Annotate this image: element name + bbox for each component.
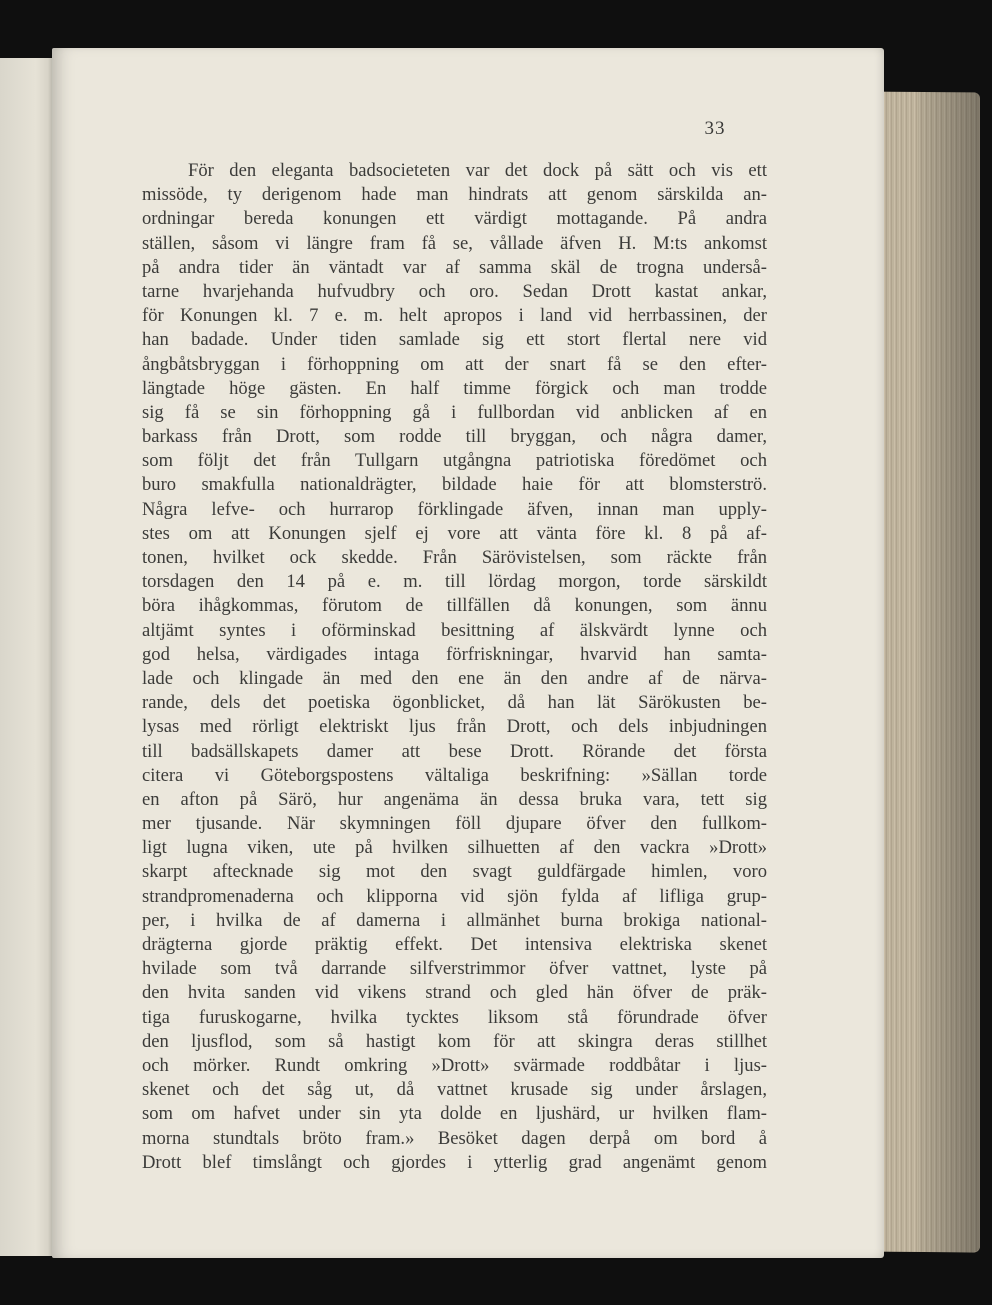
text-line: altjämt syntes i oförminskad besittning af älskvärdt lynne och: [142, 619, 767, 641]
text-line: ångbåtsbryggan i förhoppning om att der snart få se den efter-: [142, 353, 767, 375]
text-line: Drott blef timslångt och gjordes i ytterlig grad angenämt genom: [142, 1151, 767, 1173]
text-line: mer tjusande. När skymningen föll djupare öfver den fullkom-: [142, 813, 767, 835]
page-number: 33: [704, 118, 726, 139]
text-line: för Konungen kl. 7 e. m. helt apropos i land vid herrbassinen, der: [142, 305, 767, 327]
text-line: torsdagen den 14 på e. m. till lördag morgon, torde särskildt: [142, 571, 767, 593]
text-line: strandpromenaderna och klipporna vid sjön fylda af lifliga grup-: [142, 885, 767, 907]
text-line: lade och klingade än med den ene än den andre af de närva-: [142, 667, 767, 689]
text-line: För den eleganta badsocieteten var det dock på sätt och vis ett: [188, 160, 767, 181]
text-line: drägterna gjorde präktig effekt. Det intensiva elektriska skenet: [142, 934, 767, 955]
text-line: böra ihågkommas, förutom de tillfällen då konungen, som ännu: [142, 595, 767, 617]
page-stack-shadow: [918, 92, 980, 1252]
text-line: lysas med rörligt elektriskt ljus från Drott, och dels inbjudningen: [142, 716, 767, 738]
text-line: barkass från Drott, som rodde till bryggan, och några damer,: [142, 426, 767, 448]
text-line: en afton på Särö, hur angenäma än dessa bruka vara, tett sig: [142, 788, 767, 810]
text-line: rande, dels det poetiska ögonblicket, då han lät Särökusten be-: [142, 692, 767, 714]
text-line: Några lefve- och hurrarop förklingade äfven, innan man upply-: [142, 498, 767, 520]
text-line: tarne hvarjehanda hufvudbry och oro. Sedan Drott kastat ankar,: [142, 280, 767, 302]
text-line: citera vi Göteborgspostens vältaliga beskrifning: »Sällan torde: [142, 764, 767, 786]
text-line: han badade. Under tiden samlade sig ett stort flertal nere vid: [142, 329, 767, 351]
text-line: stes om att Konungen sjelf ej vore att vänta före kl. 8 på af-: [142, 522, 767, 544]
text-line: ställen, såsom vi längre fram få se, vållade äfven H. M:ts ankomst: [142, 232, 767, 254]
text-line: morna stundtals bröto fram.» Besöket dagen derpå om bord å: [142, 1127, 767, 1149]
text-line: god helsa, värdigades intaga förfriskningar, hvarvid han samta-: [142, 643, 767, 665]
text-line: och mörker. Rundt omkring »Drott» svärmade roddbåtar i ljus-: [142, 1054, 767, 1076]
text-line: längtade höge gästen. En half timme förgick och man trodde: [142, 377, 767, 399]
text-line: den ljusflod, som så hastigt kom för att skingra deras stillhet: [142, 1030, 767, 1052]
text-line: skenet och det såg ut, då vattnet krusade sig under årslagen,: [142, 1079, 767, 1101]
body-text: [142, 159, 767, 1175]
text-line: missöde, ty derigenom hade man hindrats att genom särskilda an-: [142, 184, 767, 206]
text-line: hvilade som två darrande silfverstrimmor öfver vattnet, lyste på: [142, 958, 767, 980]
text-line: på andra tider än väntadt var af samma skäl de trogna underså-: [142, 256, 767, 278]
text-line: sig få se sin förhoppning gå i fullbordan vid anblicken af en: [142, 401, 767, 423]
text-line: buro smakfulla nationaldrägter, bildade haie för att blomsterströ.: [142, 474, 767, 496]
text-line: till badsällskapets damer att bese Drott. Rörande det första: [142, 740, 767, 762]
text-line: tiga furuskogarne, hvilka tycktes liksom stå förundrade öfver: [142, 1006, 767, 1028]
text-line: per, i hvilka de af damerna i allmänhet burna brokiga national-: [142, 909, 767, 931]
text-line: skarpt aftecknade sig mot den svagt guldfärgade himlen, voro: [142, 861, 767, 883]
text-line: den hvita sanden vid vikens strand och gled hän öfver de präk-: [142, 982, 767, 1004]
text-line: ordningar bereda konungen ett värdigt mottagande. På andra: [142, 208, 767, 230]
text-line: som följt det från Tullgarn utgångna patriotiska föredömet och: [142, 450, 767, 472]
text-line: tonen, hvilket ock skedde. Från Särövistelsen, som räckte från: [142, 547, 767, 568]
text-line: ligt lugna viken, ute på hvilken silhuetten af den vackra »Drott»: [142, 837, 767, 859]
text-line: som om hafvet under sin yta dolde en ljushärd, ur hvilken flam-: [142, 1103, 767, 1125]
